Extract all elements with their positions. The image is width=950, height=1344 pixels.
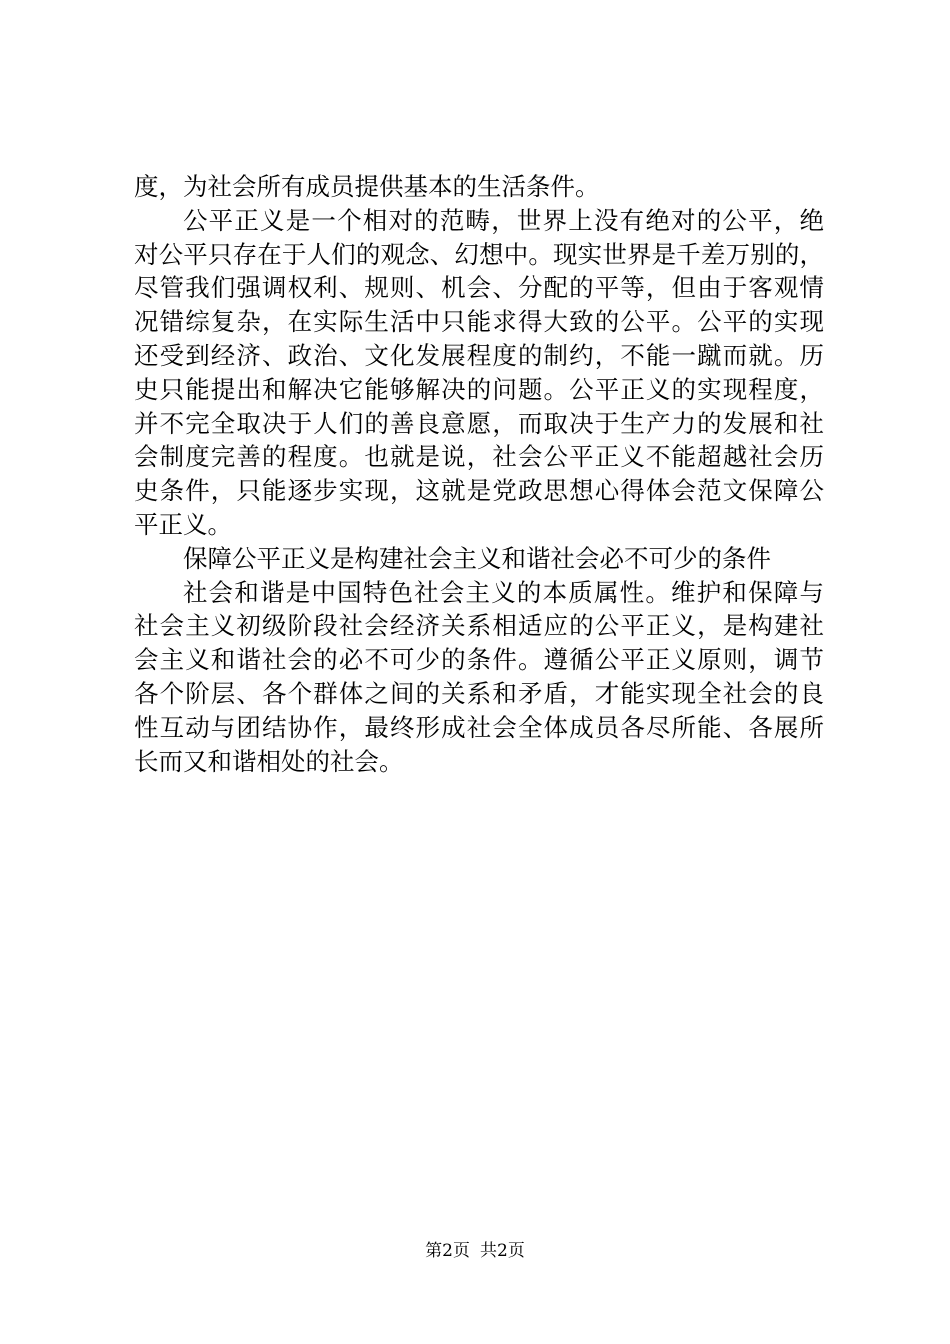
- text-line: 会制度完善的程度。也就是说，社会公平正义不能超越社会历: [134, 442, 824, 472]
- document-body: [134, 170, 824, 778]
- text-line: 平正义。: [134, 509, 232, 539]
- text-line: 保障公平正义是构建社会主义和谐社会必不可少的条件: [183, 543, 771, 573]
- page-total: 共2页: [480, 1241, 525, 1261]
- text-line: 史只能提出和解决它能够解决的问题。公平正义的实现程度，: [134, 374, 824, 404]
- text-line: 公平正义是一个相对的范畴，世界上没有绝对的公平，绝: [183, 205, 824, 235]
- text-line: 对公平只存在于人们的观念、幻想中。现实世界是千差万别的，: [134, 239, 824, 269]
- text-line: 度，为社会所有成员提供基本的生活条件。: [134, 172, 600, 201]
- text-line: 各个阶层、各个群体之间的关系和矛盾，才能实现全社会的良: [134, 678, 824, 708]
- page-footer: [0, 1240, 950, 1262]
- text-line: 还受到经济、政治、文化发展程度的制约，不能一蹴而就。历: [134, 340, 824, 370]
- text-line: 社会主义初级阶段社会经济关系相适应的公平正义，是构建社: [134, 611, 824, 641]
- text-line: 长而又和谐相处的社会。: [134, 746, 404, 776]
- text-line: 性互动与团结协作，最终形成社会全体成员各尽所能、各展所: [134, 712, 824, 742]
- text-line: 史条件，只能逐步实现，这就是党政思想心得体会范文保障公: [134, 476, 824, 506]
- text-line: 社会和谐是中国特色社会主义的本质属性。维护和保障与: [183, 577, 824, 607]
- text-line: 会主义和谐社会的必不可少的条件。遵循公平正义原则，调节: [134, 645, 824, 675]
- text-line: 尽管我们强调权利、规则、机会、分配的平等，但由于客观情: [134, 273, 824, 303]
- text-line: 况错综复杂，在实际生活中只能求得大致的公平。公平的实现: [134, 307, 824, 337]
- text-line: 并不完全取决于人们的善良意愿，而取决于生产力的发展和社: [134, 408, 824, 438]
- page-number: 第2页: [425, 1241, 470, 1261]
